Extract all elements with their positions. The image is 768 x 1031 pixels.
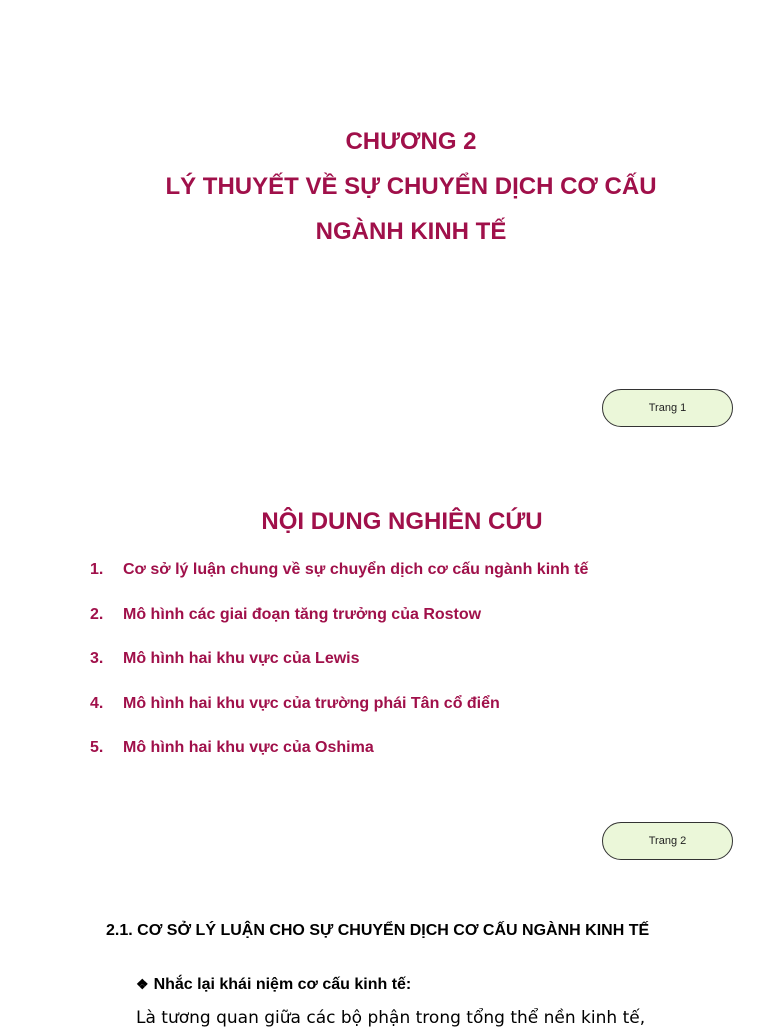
list-item [90,558,730,603]
list-item-number: 4. [90,694,104,712]
list-item [90,647,730,692]
page-number-badge [602,389,733,427]
list-item [90,736,730,781]
list-item-number: 5. [90,739,104,756]
list-item-number: 3. [90,650,104,667]
subsection-heading: 2.1. CƠ SỞ LÝ LUẬN CHO SỰ CHUYỂN DỊCH CƠ CẤU NGÀNH KINH TẾ [106,922,650,939]
list-item-number: 1. [90,561,104,578]
list-item-text: Mô hình hai khu vực của trường phái Tân cổ điển [123,694,500,712]
list-item-number: 2. [90,605,104,623]
page-number-label: Trang 2 [648,835,687,847]
list-item-text: Cơ sở lý luận chung về sự chuyển dịch cơ cấu ngành kinh tế [123,561,589,578]
bullet-text: Nhắc lại khái niệm cơ cấu kinh tế: [153,976,412,993]
page-number-label: Trang 1 [648,402,687,414]
contents-list [90,558,730,781]
section-heading: NỘI DUNG NGHIÊN CỨU [261,508,543,535]
body-paragraph: Là tương quan giữa các bộ phận trong tổng thể nền kinh tế, [136,1008,646,1028]
list-item-text: Mô hình hai khu vực của Lewis [123,650,360,667]
bullet-point [136,972,411,997]
list-item-text: Mô hình hai khu vực của Oshima [123,739,374,756]
chapter-title: CHƯƠNG 2 [345,128,477,155]
list-item-text: Mô hình các giai đoạn tăng trưởng của Rostow [123,605,482,623]
list-item [90,603,730,648]
diamond-bullet-icon: ❖ [136,976,149,992]
chapter-subtitle-line-2: NGÀNH KINH TẾ [315,218,507,245]
chapter-subtitle-line-1: LÝ THUYẾT VỀ SỰ CHUYỂN DỊCH CƠ CẤU [165,173,657,200]
list-item [90,692,730,737]
page-number-badge [602,822,733,860]
